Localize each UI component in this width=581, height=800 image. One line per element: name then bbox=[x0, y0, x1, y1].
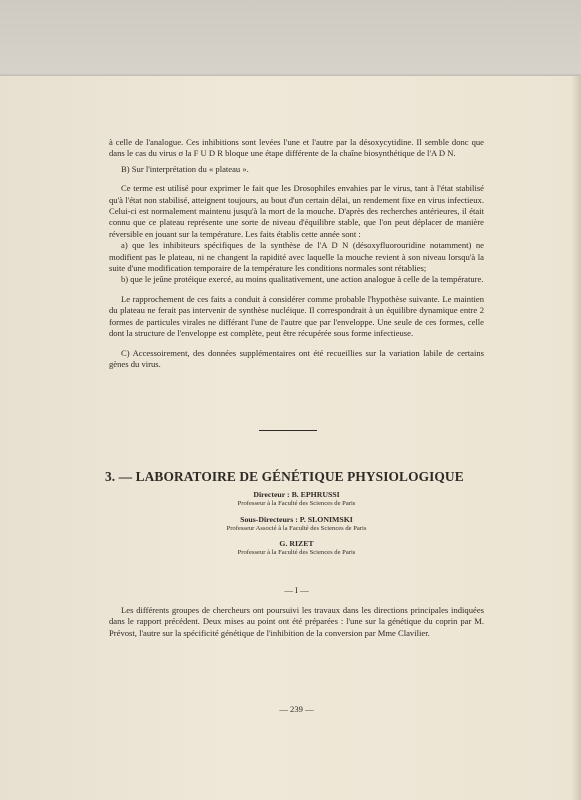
subdirector2-affiliation: Professeur à la Faculté des Sciences de Paris bbox=[237, 549, 356, 556]
subdirector-block bbox=[109, 515, 484, 532]
page-number: — 239 — bbox=[279, 704, 314, 714]
director-block bbox=[109, 490, 484, 507]
subsection-c-paragraph: C) Accessoirement, des données supplémentaires ont été recueillies sur la variation labile de certains gènes du virus. bbox=[109, 347, 484, 369]
subdirector2-name: G. RIZET bbox=[279, 539, 314, 548]
part-numeral: — I — bbox=[284, 585, 309, 595]
section-divider bbox=[259, 430, 317, 431]
subsection-b-title: B) Sur l'interprétation du « plateau ». bbox=[121, 163, 249, 174]
body-text-top bbox=[109, 137, 484, 370]
director-affiliation: Professeur à la Faculté des Sciences de Paris bbox=[237, 500, 356, 507]
subdirector-affiliation: Professeur Associé à la Faculté des Sciences de Paris bbox=[226, 525, 367, 532]
paragraph-point-a: a) que les inhibiteurs spécifiques de la synthèse de l'A D N (désoxyfluorouridine notamment) ne modifient pas le plateau, ni ne changent la rapidité avec laquelle la mouche revient à son niveau lorsqu'à la suite d'une modification temporaire de la température les conditions normales sont rétablies; bbox=[109, 240, 484, 274]
paragraph-research-groups: Les différents groupes de chercheurs ont poursuivi les travaux dans les directions principales indiquées dans le rapport précédent. Deux mises au point ont été préparées : l'une sur la génétique du coprin par M. Prévost, l'autre sur la spécificité génétique de l'inhibition de la conversion par Mme Clavilier. bbox=[109, 605, 484, 638]
subdirector-name: Sous-Directeurs : P. SLONIMSKI bbox=[240, 515, 353, 524]
page-edge-shadow bbox=[571, 76, 581, 800]
paragraph-continuation: à celle de l'analogue. Ces inhibitions sont levées l'une et l'autre par la désoxycytidine. Il semble donc que dans le cas du virus σ la F U D R bloque une étape différente de la chaîne biosynthétique de l'A D N. bbox=[109, 137, 484, 159]
paragraph-point-b: b) que le jeûne protéique exercé, au moins qualitativement, une action analogue à celle de la température. bbox=[121, 274, 484, 285]
scanner-background bbox=[0, 0, 581, 76]
section-heading: 3. — LABORATOIRE DE GÉNÉTIQUE PHYSIOLOGIQUE bbox=[105, 469, 464, 484]
paragraph-plateau: Ce terme est utilisé pour exprimer le fait que les Drosophiles envahies par le virus, tant à l'état stabilisé qu'à l'état non stabilisé, atteignent toujours, au bout d'un certain délai, un rendement fixe en virus infectieux. Celui-ci est normalement maintenu jusqu'à la mort de la mouche. D'après des recherches antérieures, il était connu que ce plateau représente une sorte de niveau d'équilibre stable, que l'on peut déplacer de manière réversible en jouant sur la température. Les faits établis cette année sont : bbox=[109, 183, 484, 239]
paragraph-hypothesis: Le rapprochement de ces faits a conduit à considérer comme probable l'hypothèse suivante. Le maintien du plateau ne ferait pas intervenir de synthèse nucléique. Il correspondrait à un équilibre dynamique entre 2 formes de particules virales ne différant l'une de l'autre que par l'enveloppe. Une seule de ces formes, celle dont la structure de l'enveloppe est complète, peut être récupérée sous forme infectieuse. bbox=[109, 293, 484, 339]
subdirector2-block bbox=[109, 539, 484, 556]
director-name: Directeur : B. EPHRUSSI bbox=[253, 490, 340, 499]
body-text-bottom bbox=[109, 605, 484, 639]
